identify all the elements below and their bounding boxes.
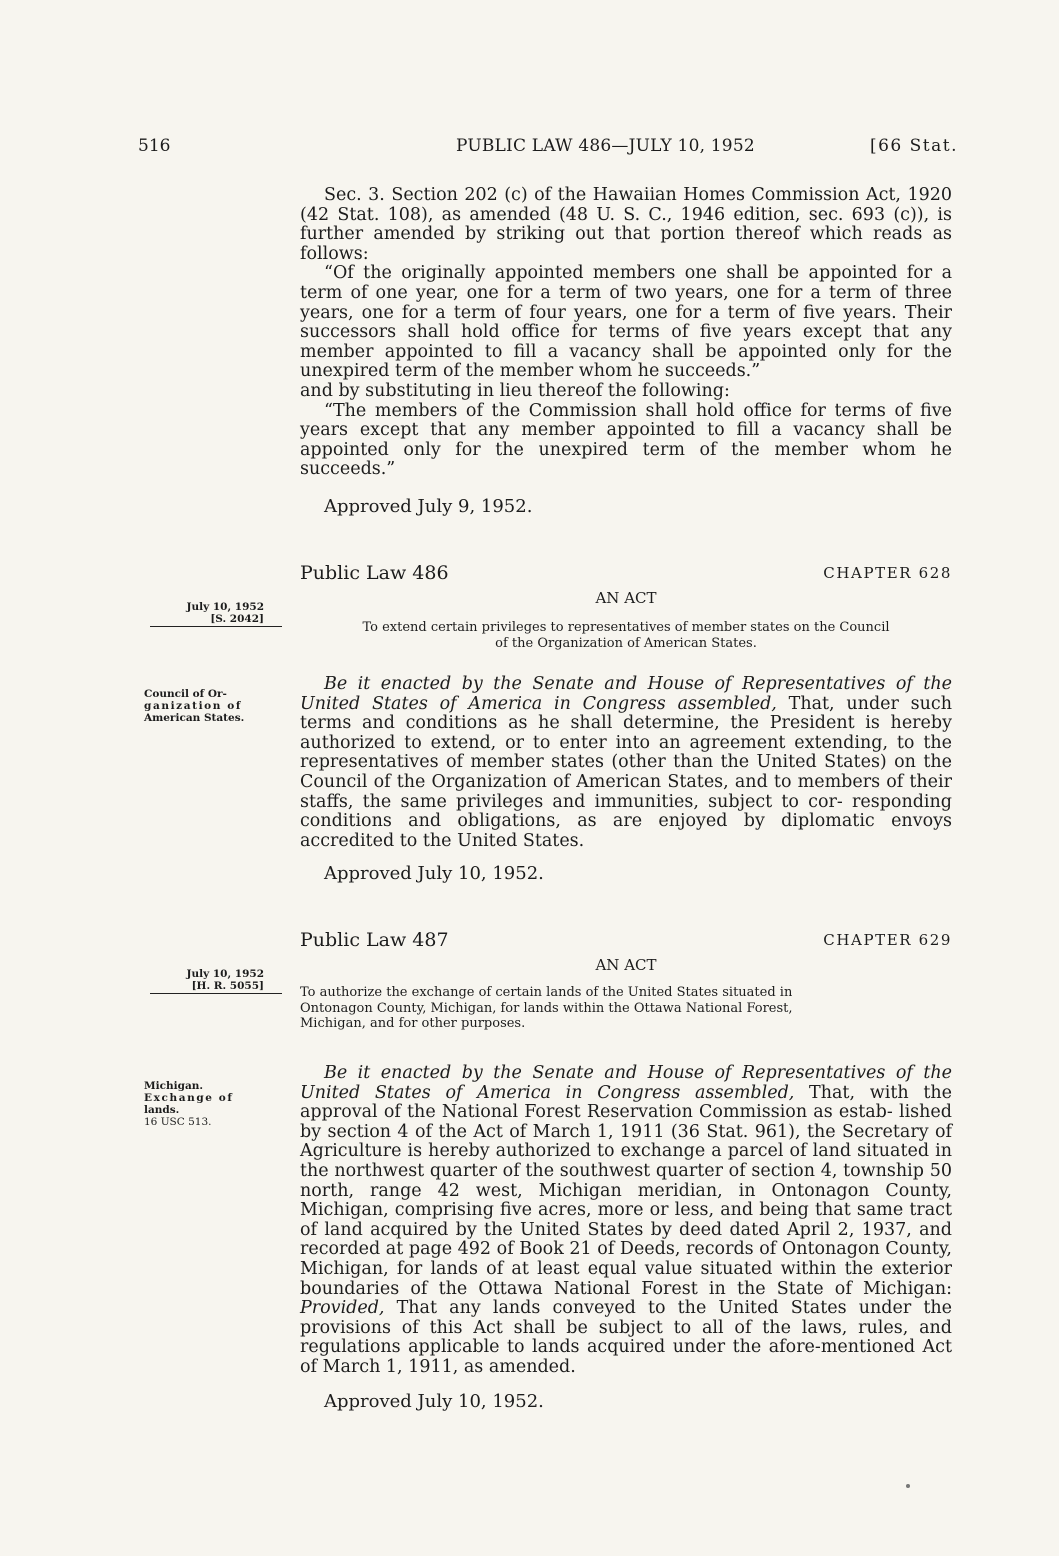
new-passage: “The members of the Commission shall hold office for terms of five years except that any member appointed to fill a vacancy shall be appointed only for the unexpired term of the member whom he succeeds.” (300, 400, 952, 480)
chapter-number: CHAPTER 628 (823, 564, 952, 582)
an-act-label: AN ACT (595, 589, 657, 607)
margin-rule (150, 626, 282, 627)
act-synopsis: To extend certain privileges to representatives of member states on the Council of the Organization of American States. (362, 620, 890, 651)
margin-bill-number: [S. 2042] (210, 613, 264, 625)
law-486-heading (300, 562, 952, 586)
law-487-body: Be it enacted by the Senate and House of Representatives of the United States of America in Congress assembled, That, with the approval of the National Forest Reservation Commission as estab- lished by section 4 of the Act of March 1, 1911 (36 Stat. 961), the Secretary of Agriculture is hereby authorized to exchange a parcel of land situated in the northwest quarter of the southwest quarter of section 4, township 50 north, range 42 west, Michigan meridian, in Ontonagon County, Michigan, comprising five acres, more or less, and being that same tract of land acquired by the United States by deed dated April 2, 1937, and recorded at page 492 of Book 21 of Deeds, records of Ontonagon County, Michigan, for lands of at least equal value situated within the exterior boundaries of the Ottawa National Forest in the State of Michigan: Provided, That any lands conveyed to the United States under the provisions of this Act shall be subject to all of the laws, rules, and regulations applicable to lands acquired under the afore-mentioned Act of March 1, 1911, as amended. (300, 1063, 952, 1377)
stat-reference: [66 Stat. (869, 136, 958, 156)
page-number: 516 (138, 136, 171, 156)
speck-mark (906, 1484, 910, 1488)
margin-rule (150, 993, 282, 994)
public-law-number: Public Law 487 (300, 929, 449, 951)
section-3-text (300, 186, 952, 480)
running-head (138, 136, 958, 162)
act-synopsis: To authorize the exchange of certain lands of the United States situated in Ontonagon County, Michigan, for lands within the Ottawa National Forest, Michigan, and for other purposes. (300, 985, 793, 1031)
approved-date: Approved July 10, 1952. (324, 1391, 544, 1412)
usc-citation: 16 USC 513. (144, 1116, 212, 1128)
substitution-intro: and by substituting in lieu thereof the following: (300, 380, 730, 401)
margin-date: July 10, 1952 (186, 601, 264, 613)
enacting-clause: Be it enacted by the Senate and House of Representatives of the (324, 674, 952, 694)
an-act-label: AN ACT (595, 956, 657, 974)
approved-date: Approved July 9, 1952. (324, 496, 533, 517)
public-law-number: Public Law 486 (300, 562, 449, 584)
law-487-heading (300, 929, 952, 953)
enacting-clause: Be it enacted by the Senate and House of Representatives of the (324, 1063, 952, 1083)
struck-passage: “Of the originally appointed members one shall be appointed for a term of one year, one for a term of two years, one for a term of three years, one for a term of four years, one for a term of five years. Their successors shall hold office for terms of five years except that any member appointed to fill a vacancy shall be appointed only for the unexpired term of the member whom he succeeds.” (300, 263, 952, 382)
chapter-number: CHAPTER 629 (823, 931, 952, 949)
approved-date: Approved July 10, 1952. (324, 863, 544, 884)
margin-subject: Council of Or- ganization of American States. (144, 688, 245, 724)
section-3-intro: Sec. 3. Section 202 (c) of the Hawaiian Homes Commission Act, 1920 (42 Stat. 108), as amended (48 U. S. C., 1946 edition, sec. 693 (c)), is further amended by striking out that portion thereof which reads as follows: (300, 185, 952, 264)
proviso: Provided, (300, 1298, 385, 1319)
law-486-body: Be it enacted by the Senate and House of Representatives of the United States of America in Congress assembled, That, under such terms and conditions as he shall determine, the President is hereby authorized to extend, or to enter into an agreement extending, to the representatives of member states (other than the United States) on the Council of the Organization of American States, and to members of their staffs, the same privileges and immunities, subject to cor- responding conditions and obligations, as are enjoyed by diplomatic envoys accredited to the United States. (300, 674, 952, 851)
running-title: PUBLIC LAW 486—JULY 10, 1952 (456, 136, 755, 156)
margin-date: July 10, 1952 (186, 968, 264, 980)
margin-subject: Michigan. Exchange of lands. 16 USC 513. (144, 1080, 290, 1128)
margin-bill-number: [H. R. 5055] (191, 980, 264, 992)
